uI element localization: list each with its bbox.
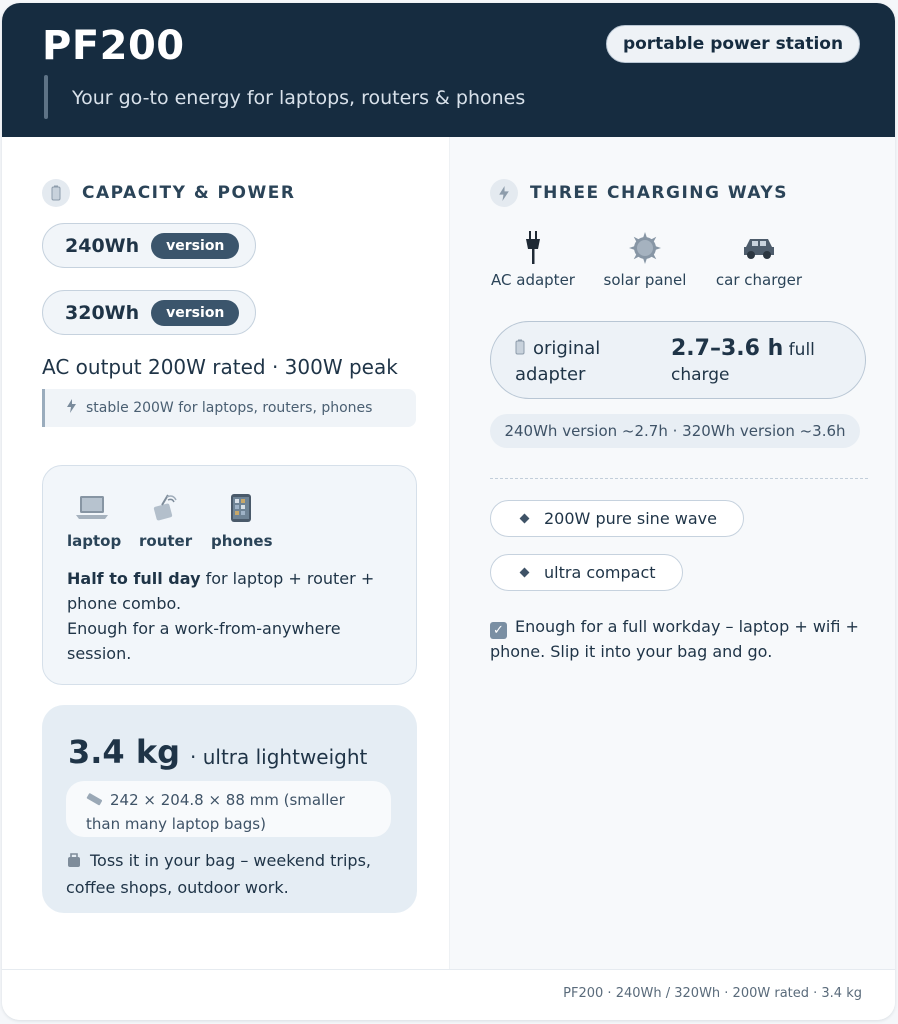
footer (2, 969, 895, 1020)
battery-icon (515, 337, 525, 362)
device-router (139, 488, 193, 550)
workday-note (490, 614, 875, 664)
feature-label: ultra compact (544, 563, 656, 582)
diamond-bullet-icon (520, 568, 530, 578)
device-label: laptop (67, 532, 122, 550)
capacity-heading-text: CAPACITY & POWER (82, 183, 296, 203)
checkbox-icon: ✓ (490, 622, 507, 639)
bolt-icon (67, 399, 76, 417)
footer-specs: PF200 · 240Wh / 320Wh · 200W rated · 3.4 kg (563, 986, 862, 1001)
charging-heading (490, 179, 788, 207)
device-laptop (67, 488, 122, 550)
sun-icon (600, 229, 690, 267)
devices-card (42, 465, 417, 685)
charge-time-value: 2.7–3.6 h (671, 336, 784, 361)
bolt-icon (490, 179, 518, 207)
bag-icon (66, 850, 82, 875)
weight-subtitle: · ultra lightweight (190, 745, 368, 769)
runtime-text: for laptop + router + phone combo. (67, 569, 375, 613)
device-label: router (139, 532, 193, 550)
bag-description (66, 848, 396, 900)
charge-option-solar (600, 229, 690, 289)
charge-option-label: AC adapter (491, 271, 575, 289)
router-icon (139, 488, 189, 528)
ac-output-spec: AC output 200W rated · 300W peak (42, 355, 398, 379)
weight-value: 3.4 kg (68, 733, 181, 771)
battery-icon (42, 179, 70, 207)
header (2, 3, 895, 137)
adapter-label (515, 336, 645, 387)
capacity-option-240[interactable] (42, 223, 256, 268)
tagline: Your go-to energy for laptops, routers & phones (72, 87, 526, 109)
charging-heading-text: THREE CHARGING WAYS (530, 183, 788, 203)
version-badge: version (151, 300, 239, 326)
capacity-heading (42, 179, 295, 207)
runtime-text-2: Enough for a work-from-anywhere session. (67, 619, 341, 663)
weight-card (42, 705, 417, 913)
feature-label: 200W pure sine wave (544, 509, 717, 528)
dimensions-box (66, 781, 391, 837)
adapter-label-text: original adapter (515, 338, 601, 385)
diamond-bullet-icon (520, 514, 530, 524)
category-badge: portable power station (606, 25, 860, 63)
divider (490, 478, 868, 479)
tagline-accent-bar (44, 75, 48, 119)
charge-time-suffix: full charge (671, 340, 815, 385)
power-note-text: stable 200W for laptops, routers, phones (86, 400, 373, 416)
charge-option-label: car charger (715, 271, 803, 289)
product-card (2, 3, 895, 1020)
device-phones (211, 488, 271, 550)
laptop-icon (67, 488, 117, 528)
adapter-charge-card (490, 321, 866, 399)
right-column (450, 137, 895, 969)
left-column (2, 137, 450, 969)
power-note (42, 389, 416, 427)
ruler-icon (86, 790, 102, 813)
runtime-highlight: Half to full day (67, 569, 201, 588)
charge-option-car (714, 229, 804, 289)
phone-icon (211, 488, 271, 528)
runtime-description (67, 566, 397, 666)
charge-option-ac (490, 229, 576, 289)
capacity-option-320[interactable] (42, 290, 256, 335)
bag-text: Toss it in your bag – weekend trips, coffee shops, outdoor work. (66, 851, 371, 897)
device-label: phones (211, 532, 273, 550)
workday-text: Enough for a full workday – laptop + wifi + phone. Slip it into your bag and go. (490, 617, 859, 661)
charge-option-label: solar panel (603, 271, 687, 289)
version-charge-times: 240Wh version ~2.7h · 320Wh version ~3.6h (490, 414, 860, 448)
page-title: PF200 (42, 23, 185, 69)
car-icon (714, 229, 804, 267)
dimensions-text: 242 × 204.8 × 88 mm (smaller than many laptop bags) (86, 791, 345, 833)
plug-icon (490, 229, 576, 267)
feature-pill-compact (490, 554, 683, 591)
full-charge-time (671, 336, 851, 388)
feature-pill-sine-wave (490, 500, 744, 537)
capacity-value: 240Wh (65, 234, 140, 257)
capacity-value: 320Wh (65, 301, 140, 324)
version-badge: version (151, 233, 239, 259)
